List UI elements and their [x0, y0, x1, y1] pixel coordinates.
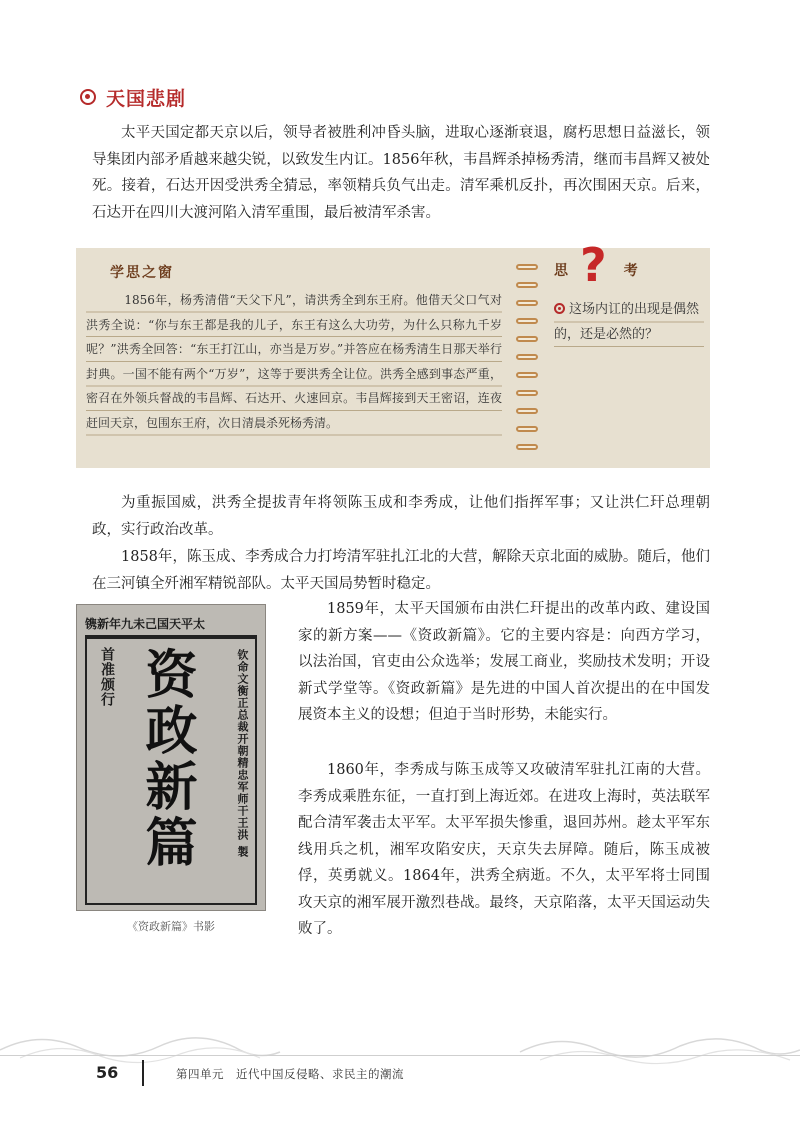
bullseye-icon	[80, 89, 96, 105]
book-left-column: 首准颁行	[99, 647, 115, 707]
study-window-text: 1856年，杨秀清借“天父下凡”，请洪秀全到东王府。他借天父口气对洪秀全说：“你与东王都是我的儿子，东王有这么大功劳，为什么只称九千岁呢？”洪秀全回答：“东王打江山，亦当是万岁。”并答应在杨秀清生日那天举行封典。一国不能有两个“万岁”，这等于要洪秀全让位。洪秀全感到事态严重，密召在外领兵督战的韦昌辉、石达开、火速回京。韦昌辉接到天王密诏，连夜赶回天京，包围东王府，次日清晨杀死杨秀清。	[86, 288, 502, 436]
paragraph-3: 1858年，陈玉成、李秀成合力打垮清军驻扎江北的大营，解除天京北面的威胁。随后，他们在三河镇全歼湘军精锐部队。太平天国局势暂时稳定。	[92, 549, 710, 592]
think-title-char-2: 考	[623, 263, 640, 279]
think-panel	[544, 238, 710, 468]
book-frame	[85, 637, 257, 905]
notebook-ring	[516, 282, 538, 288]
notebook-ring	[516, 300, 538, 306]
paragraph-2: 为重振国威，洪秀全提拔青年将领陈玉成和李秀成，让他们指挥军事；又让洪仁玕总理朝政，实行政治改革。	[92, 495, 710, 538]
notebook-ring	[516, 372, 538, 378]
notebook-ring	[516, 426, 538, 432]
notebook-ring	[516, 444, 538, 450]
notebook-ring	[516, 318, 538, 324]
paragraph-1: 太平天国定都天京以后，领导者被胜利冲昏头脑，进取心逐渐衰退，腐朽思想日益滋长，领导集团内部矛盾越来越尖锐，以致发生内讧。1856年秋，韦昌辉杀掉杨秀清，继而韦昌辉又被处死。接着，石达开因受洪秀全猜忌，率领精兵负气出走。清军乘机反扑，再次围困天京。后来，石达开在四川大渡河陷入清军重围，最后被清军杀害。	[92, 125, 710, 221]
notebook-rings	[510, 256, 544, 468]
footer-unit-title: 第四单元 近代中国反侵略、求民主的潮流	[176, 1067, 404, 1081]
footer-divider	[142, 1060, 144, 1086]
book-main-title: 资政新篇	[136, 647, 197, 871]
study-window-panel	[76, 248, 510, 468]
paragraph-5: 1860年，李秀成与陈玉成等又攻破清军驻扎江南的大营。李秀成乘胜东征，一直打到上海近郊。在进攻上海时，英法联军配合清军袭击太平军。太平军损失惨重，退回苏州。趁太平军东线用兵之机，湘军攻陷安庆，天京失去屏障。随后，陈玉成被俘，英勇就义。1864年，洪秀全病逝。不久，太平军将士同围攻天京的湘军展开激烈巷战。最终，天京陷落，太平天国运动失败了。	[298, 762, 710, 937]
book-caption: 《资政新篇》书影	[127, 920, 215, 933]
book-right-column: 钦命文衡正总裁开朝精忠军师干王洪 製	[236, 649, 249, 858]
question-mark-icon: ?	[580, 238, 607, 292]
cloud-decoration	[0, 1010, 800, 1070]
notebook-ring	[516, 408, 538, 414]
book-header	[85, 611, 257, 637]
think-title-char-1: 思	[554, 263, 570, 279]
bullseye-icon	[554, 303, 565, 314]
study-window-title: 学思之窗	[110, 265, 174, 281]
book-cover-image	[76, 604, 266, 911]
notebook-ring	[516, 336, 538, 342]
section-heading	[80, 82, 186, 112]
book-header-text: 太平天国己未九年新镌	[85, 616, 206, 631]
study-notebook	[76, 238, 710, 468]
paragraph-4: 1859年，太平天国颁布由洪仁玕提出的改革内政、建设国家的新方案——《资政新篇》。它的主要内容是：向西方学习，以法治国，官吏由公众选举；发展工商业，奖励技术发明；开设新式学堂等。《资政新篇》是先进的中国人首次提出的在中国发展资本主义的设想；但迫于当时形势，未能实行。	[298, 601, 710, 723]
notebook-ring	[516, 264, 538, 270]
page-number: 56	[96, 1063, 119, 1082]
think-question	[554, 298, 704, 347]
section-title: 天国悲剧	[106, 87, 187, 110]
notebook-ring	[516, 354, 538, 360]
think-question-text: 这场内讧的出现是偶然的，还是必然的？	[554, 302, 700, 342]
footer-line	[0, 1055, 800, 1056]
notebook-ring	[516, 390, 538, 396]
